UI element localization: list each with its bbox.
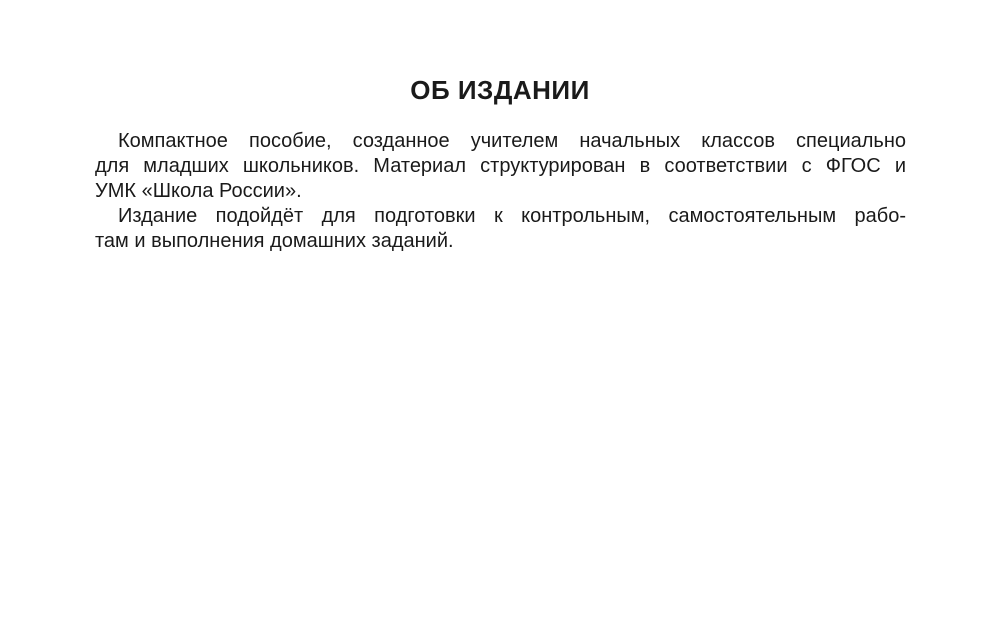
paragraph-2-line-2: там и выполнения домашних заданий. <box>95 230 454 252</box>
paragraph-2 <box>95 204 906 254</box>
paragraph-2-line-1: Издание подойдёт для подготовки к контрольным, самостоятельным рабо- <box>118 205 906 227</box>
paragraph-1 <box>95 129 906 204</box>
paragraph-1-line-1: Компактное пособие, созданное учителем начальных классов специально <box>118 130 906 152</box>
paragraph-1-line-2: для младших школьников. Материал структурирован в соответствии с ФГОС и <box>95 155 906 177</box>
body-text <box>95 129 906 254</box>
page-title: ОБ ИЗДАНИИ <box>410 75 590 105</box>
paragraph-1-line-3: УМК «Школа России». <box>95 180 302 202</box>
